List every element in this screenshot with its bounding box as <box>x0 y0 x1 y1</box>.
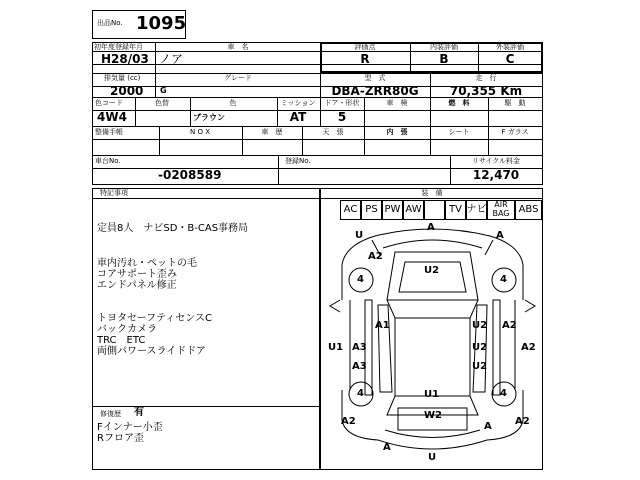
damage-mark: A2 <box>515 416 530 427</box>
interior-label: 内装評価 <box>430 43 458 51</box>
damage-mark: 4 <box>357 388 364 399</box>
damage-mark: A3 <box>352 342 367 353</box>
car-name-label: 車 名 <box>227 43 249 51</box>
damage-mark: 4 <box>500 388 507 399</box>
doors-label: ドア・形状 <box>324 99 360 107</box>
exterior-label: 外装評価 <box>496 43 524 51</box>
damage-mark: U2 <box>472 342 488 353</box>
note-line: TRC ETC <box>97 335 146 346</box>
damage-mark: A2 <box>341 416 356 427</box>
displacement-value: 2000 <box>110 84 144 98</box>
damage-mark: A2 <box>521 342 536 353</box>
drive-label: 駆 動 <box>504 99 526 107</box>
note-line: 定員8人 ナビSD・B-CAS事務局 <box>97 223 249 234</box>
damage-mark: A1 <box>375 320 390 331</box>
nox-label: N O X <box>190 128 210 136</box>
damage-mark: A <box>383 442 391 453</box>
maintenance-label: 整備手帳 <box>95 128 123 136</box>
damage-mark: U1 <box>328 342 344 353</box>
repair-line: Fインナー小歪 <box>97 422 163 433</box>
equipment-item: PW <box>384 204 401 215</box>
damage-mark: A <box>496 230 504 241</box>
model-value: DBA-ZRR80G <box>331 84 419 98</box>
equipment-label: 装 備 <box>421 189 443 197</box>
equipment-item: TV <box>449 204 462 215</box>
score-value: R <box>360 52 370 66</box>
mileage-value: 70,355 Km <box>449 84 523 98</box>
damage-mark: U1 <box>424 389 440 400</box>
grade-label: グレード <box>224 74 252 82</box>
front-glass-label: F ガラス <box>501 128 529 136</box>
damage-mark: A2 <box>368 251 383 262</box>
damage-mark: U <box>355 230 364 241</box>
note-line: バックカメラ <box>97 324 157 335</box>
exterior-value: C <box>505 52 515 66</box>
damage-mark: A <box>484 421 492 432</box>
note-line: コアサポート歪み <box>97 269 177 280</box>
damage-mark: A2 <box>502 320 517 331</box>
grade-value: G <box>160 86 167 95</box>
doors-value: 5 <box>337 110 347 124</box>
history-label: 車 歴 <box>261 128 283 136</box>
recycle-label: リサイクル料金 <box>471 157 521 165</box>
note-line: トヨタセーフティセンスC <box>97 313 212 324</box>
damage-mark: U <box>428 452 437 463</box>
color-change-label: 色替 <box>155 99 169 107</box>
equipment-item: AC <box>343 204 358 215</box>
model-label: 型 式 <box>364 74 386 82</box>
reg-year-label: 初年度登録年月 <box>94 43 143 51</box>
color-label: 色 <box>229 99 237 107</box>
seat-label: シート <box>448 128 470 136</box>
note-line: 車内汚れ・ペットの毛 <box>97 258 197 269</box>
damage-mark: W2 <box>424 410 442 421</box>
notes-label: 特記事項 <box>100 189 128 197</box>
interior-value: B <box>439 52 449 66</box>
chassis-label: 車台No. <box>95 157 121 165</box>
color-value: ブラウン <box>193 113 225 122</box>
mission-value: AT <box>289 110 307 124</box>
repair-line: Rフロア歪 <box>97 433 144 444</box>
damage-mark: A <box>427 222 435 233</box>
repair-label: 修復歴 <box>100 410 121 418</box>
equipment-item: ナビ <box>466 204 487 215</box>
inspection-label: 車 検 <box>386 99 408 107</box>
note-line: 両側パワースライドドア <box>97 346 206 357</box>
equipment-item: AW <box>405 204 422 215</box>
damage-mark: 4 <box>500 274 507 285</box>
damage-mark: A3 <box>352 361 367 372</box>
equipment-item: AIR BAG <box>492 200 510 218</box>
damage-mark: U2 <box>424 265 440 276</box>
mission-label: ミッション <box>280 99 316 107</box>
repair-value: 有 <box>134 407 144 418</box>
damage-mark: 4 <box>357 274 364 285</box>
note-line: エンドパネル修正 <box>97 280 177 291</box>
reg-year-value: H28/03 <box>101 52 149 66</box>
chassis-value: -0208589 <box>158 168 222 182</box>
sunroof-label: 天 張 <box>322 128 344 136</box>
reg-no-label: 登録No. <box>285 157 311 165</box>
fuel-label: 燃 料 <box>448 99 470 107</box>
color-code-label: 色コード <box>95 99 123 107</box>
mileage-label: 走 行 <box>475 74 497 82</box>
equipment-item: PS <box>365 204 378 215</box>
damage-mark: U2 <box>472 320 488 331</box>
color-code-value: 4W4 <box>97 110 127 124</box>
damage-mark: U2 <box>472 361 488 372</box>
interior-trim-label: 内 張 <box>386 128 408 136</box>
equipment-item: ABS <box>518 204 539 215</box>
car-name-value: ノア <box>159 52 184 66</box>
recycle-value: 12,470 <box>472 168 520 182</box>
lot-number: 1095 <box>136 13 187 34</box>
score-label: 評価点 <box>354 43 376 51</box>
lot-label: 出品No. <box>97 19 123 27</box>
displacement-label: 排気量 (cc) <box>104 74 141 82</box>
